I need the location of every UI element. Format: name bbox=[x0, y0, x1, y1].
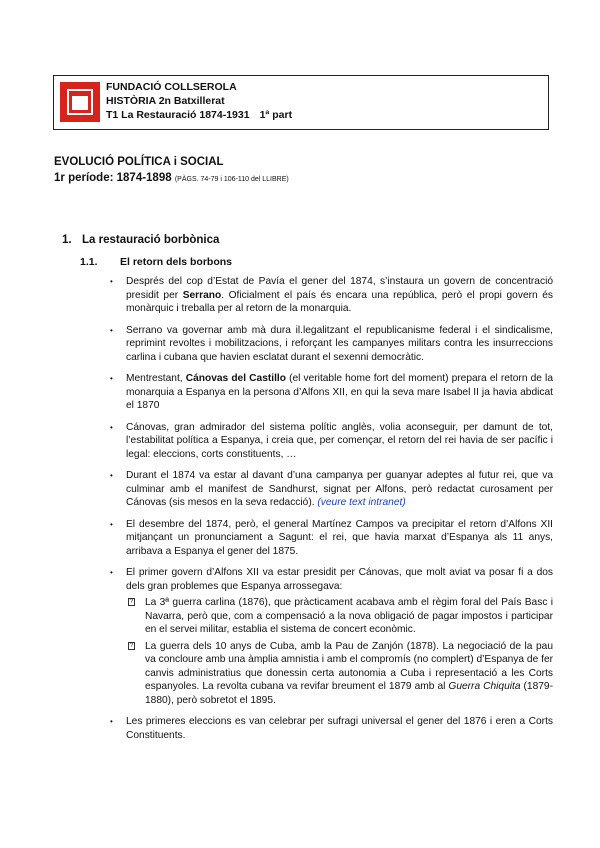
header-topic-line bbox=[106, 108, 292, 122]
bullet-icon: • bbox=[110, 519, 113, 529]
bullet-icon: • bbox=[110, 325, 113, 335]
bullet-list bbox=[110, 275, 553, 750]
header-lines bbox=[106, 80, 292, 122]
name-canovas: Cánovas del Castillo bbox=[185, 373, 286, 384]
bullet-item: • Cánovas, gran admirador del sistema polític anglès, volia aconseguir, per damunt de tot, l’estabilitat política a Espanya, i creia que, per començar, el retorn del rei havia de ser pacífic i legal: eleccions, corts constituents, … bbox=[110, 421, 553, 460]
sub-bullet-icon: ? bbox=[129, 599, 134, 605]
bullet-item: • Mentrestant, Cánovas del Castillo (el veritable home fort del moment) prepara el retorn de la monarquia a Espanya en la persona d’Alfons XII, en qui la seva mare Isabel II ja havia abdicat el 1870 bbox=[110, 373, 553, 411]
bullet-item: • El desembre del 1874, però, el general Martínez Campos va precipitar el retorn d’Alfons XII mitjançant un pronunciament a Sagunt: el rei, que havia marxat d’Espanya als 11 anys, arribava a Espanya el gener del 1875. bbox=[110, 518, 553, 557]
bullet-icon: • bbox=[110, 277, 113, 286]
period-label: 1r període: 1874-1898 bbox=[54, 172, 172, 184]
bullet-icon: • bbox=[110, 568, 113, 577]
name-serrano: Serrano bbox=[182, 289, 222, 301]
sub-item: ? La 3ª guerra carlina (1876), que pràcticament acabava amb el règim foral del País Basc i Navarra, però que, com a compensació a la nova obligació de pagar impostos i participar en el servei militar, establia el sistema de concert econòmic. bbox=[129, 597, 553, 635]
header-org: FUNDACIÓ COLLSEROLA bbox=[106, 81, 237, 93]
header-course: HISTÒRIA 2n Batxillerat bbox=[106, 95, 225, 107]
sub-bullet-icon: ? bbox=[129, 642, 134, 649]
document-subtitle bbox=[54, 172, 289, 184]
sub-item: ? La guerra dels 10 anys de Cuba, amb la Pau de Zanjón (1878). La negociació de la pau va concloure amb una àmplia amnistia i amb el compromís (no complert) d’Espanya de fer canvis administratius que donessin certa autonomia a Cuba i representació a les Corts espanyoles. La revolta cubana va revifar breument el 1879 amb al Guerra Chiquita (1879-1880), però sobretot el 1895. bbox=[129, 640, 553, 706]
bullet-icon: • bbox=[110, 374, 113, 383]
bullet-icon: • bbox=[110, 471, 113, 480]
bullet-icon: • bbox=[110, 717, 113, 726]
subsection-heading bbox=[80, 256, 232, 268]
bullet-item: • El primer govern d’Alfons XII va estar presidit per Cánovas, que molt aviat va posar fi a dos dels gran problemes que Espanya arrossegava: ? La 3ª guerra carlina (1876), que pràcticament acabava amb el règim foral del País Basc i Navarra, però que, com a compensació a la nova obligació de pagar impostos i participar en el servei militar, establia el sistema de concert econòmic. ? La guerra dels 10 anys de Cuba, amb la Pau de Zanjón (1878). La negociació de la pau va concloure amb una àmplia amnistia i amb el compromís (no complert) d’Espanya de fer canvis administratius que donessin certa autonomia a Cuba i representació a les Corts espanyoles. La revolta cubana va revifar breument el 1879 amb al Guerra Chiquita (1879-1880), però sobretot el 1895. bbox=[110, 567, 553, 706]
header-topic: T1 La Restauració 1874-1931 bbox=[106, 109, 250, 121]
header-part: 1ª part bbox=[259, 109, 293, 121]
bullet-item: • Després del cop d’Estat de Pavía el gener del 1874, s’instaura un govern de concentració presidit per Serrano. Oficialment el país és encara una república, però el propi govern és monàrquic i treballa per al retorn de la monarquia. bbox=[110, 276, 553, 314]
book-reference: (PÀGS. 74-79 i 106-110 del LLIBRE) bbox=[174, 176, 289, 183]
fundacio-logo-icon bbox=[60, 82, 100, 122]
document-title: EVOLUCIÓ POLÍTICA i SOCIAL bbox=[54, 156, 224, 168]
sub-list bbox=[126, 596, 553, 707]
bullet-item: • Serrano va governar amb mà dura il.legalitzant el republicanisme federal i el sindicalisme, reprimint revoltes i mobilitzacions, i reforçant les campanyes militars contra les insurreccions carlina i cubana que havien esclatat durant el sexenni democràtic. bbox=[110, 324, 553, 363]
section-number: 1. bbox=[62, 234, 72, 246]
subsection-label: El retorn dels borbons bbox=[120, 256, 233, 268]
section-label: La restauració borbònica bbox=[82, 234, 220, 246]
bullet-item: • Les primeres eleccions es van celebrar per sufragi universal el gener del 1876 i eren a Corts Constituents. bbox=[110, 716, 553, 741]
intranet-text-link[interactable]: (veure text intranet) bbox=[317, 497, 406, 508]
section-heading bbox=[62, 234, 219, 246]
subsection-number: 1.1. bbox=[80, 256, 98, 268]
bullet-item: • Durant el 1874 va estar al davant d’una campanya per guanyar adeptes al futur rei, que va culminar amb el manifest de Sandhurst, signat per Alfons, però redactat curosament per Cánovas (sis mesos en la seva redacció). (veure text intranet) bbox=[110, 470, 553, 508]
header-box bbox=[53, 75, 549, 130]
bullet-icon: • bbox=[110, 422, 113, 432]
